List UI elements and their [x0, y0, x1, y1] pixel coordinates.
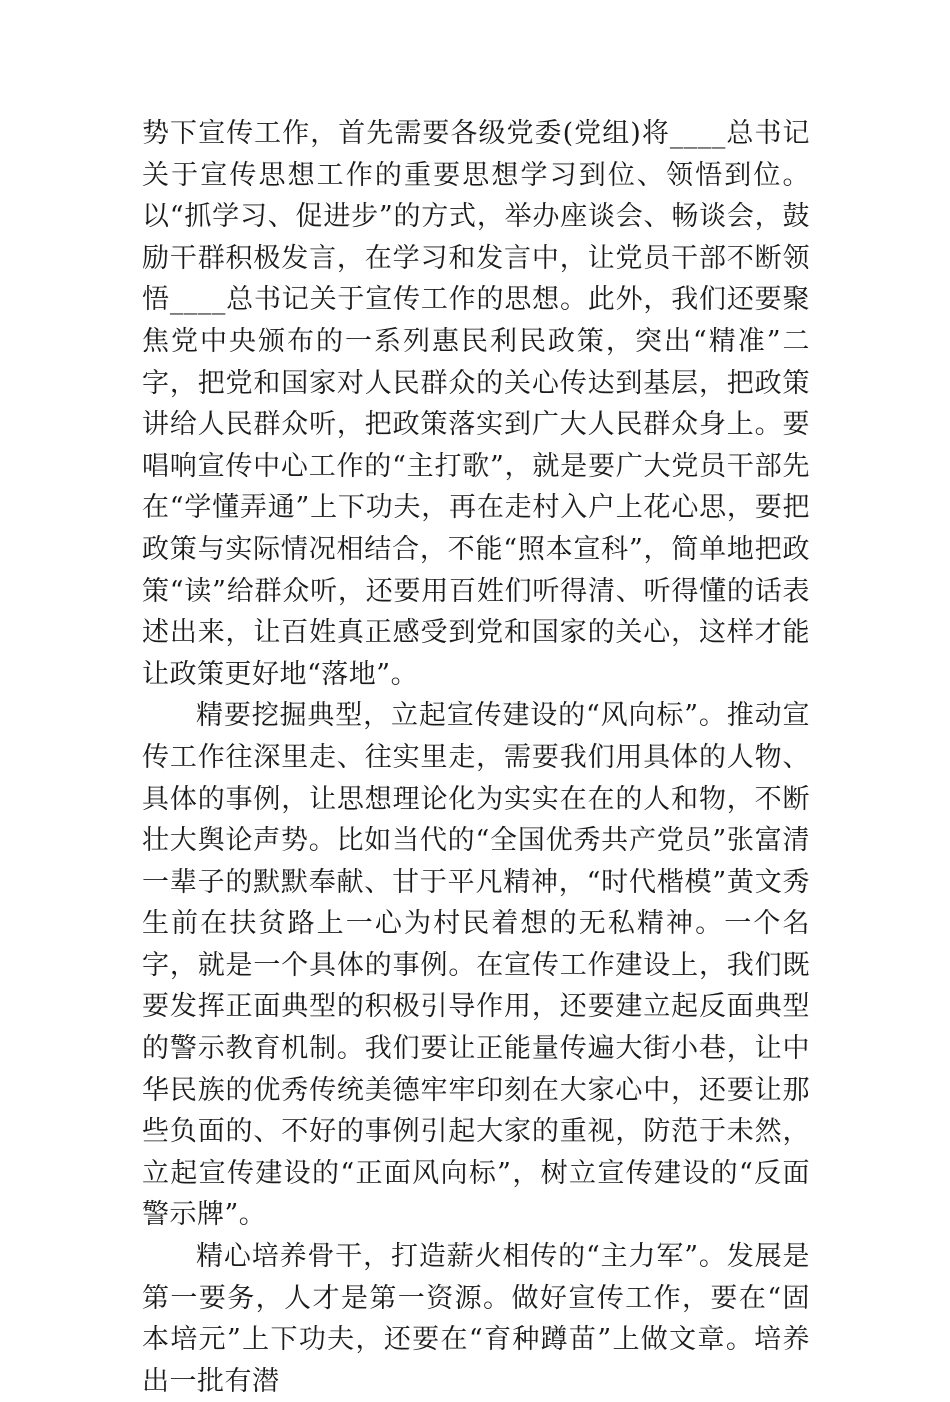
- paragraph-3: 精心培养骨干，打造薪火相传的“主力军”。发展是第一要务，人才是第一资源。做好宣传工作，要在“固本培元”上下功夫，还要在“育种蹲苗”上做文章。培养出一批有潜: [142, 1241, 810, 1397]
- paragraph-1: 势下宣传工作，首先需要各级党委(党组)将____总书记关于宣传思想工作的重要思想学习到位、领悟到位。以“抓学习、促进步”的方式，举办座谈会、畅谈会，鼓励干群积极发言，在学习和发言中，让党员干部不断领悟____总书记关于宣传工作的思想。此外，我们还要聚焦党中央颁布的一系列惠民利民政策，突出“精准”二字，把党和国家对人民群众的关心传达到基层，把政策讲给人民群众听，把政策落实到广大人民群众身上。要唱响宣传中心工作的“主打歌”，就是要广大党员干部先在“学懂弄通”上下功夫，再在走村入户上花心思，要把政策与实际情况相结合，不能“照本宣科”，简单地把政策“读”给群众听，还要用百姓们听得清、听得懂的话表述出来，让百姓真正感受到党和国家的关心，这样才能让政策更好地“落地”。: [142, 118, 810, 690]
- paragraph-2: 精要挖掘典型，立起宣传建设的“风向标”。推动宣传工作往深里走、往实里走，需要我们用具体的人物、具体的事例，让思想理论化为实实在在的人和物，不断壮大舆论声势。比如当代的“全国优秀共产党员”张富清一辈子的默默奉献、甘于平凡精神，“时代楷模”黄文秀生前在扶贫路上一心为村民着想的无私精神。一个名字，就是一个具体的事例。在宣传工作建设上，我们既要发挥正面典型的积极引导作用，还要建立起反面典型的警示教育机制。我们要让正能量传遍大街小巷，让中华民族的优秀传统美德牢牢印刻在大家心中，还要让那些负面的、不好的事例引起大家的重视，防范于未然，立起宣传建设的“正面风向标”，树立宣传建设的“反面警示牌”。: [142, 700, 810, 1231]
- document-body: [142, 113, 810, 1402]
